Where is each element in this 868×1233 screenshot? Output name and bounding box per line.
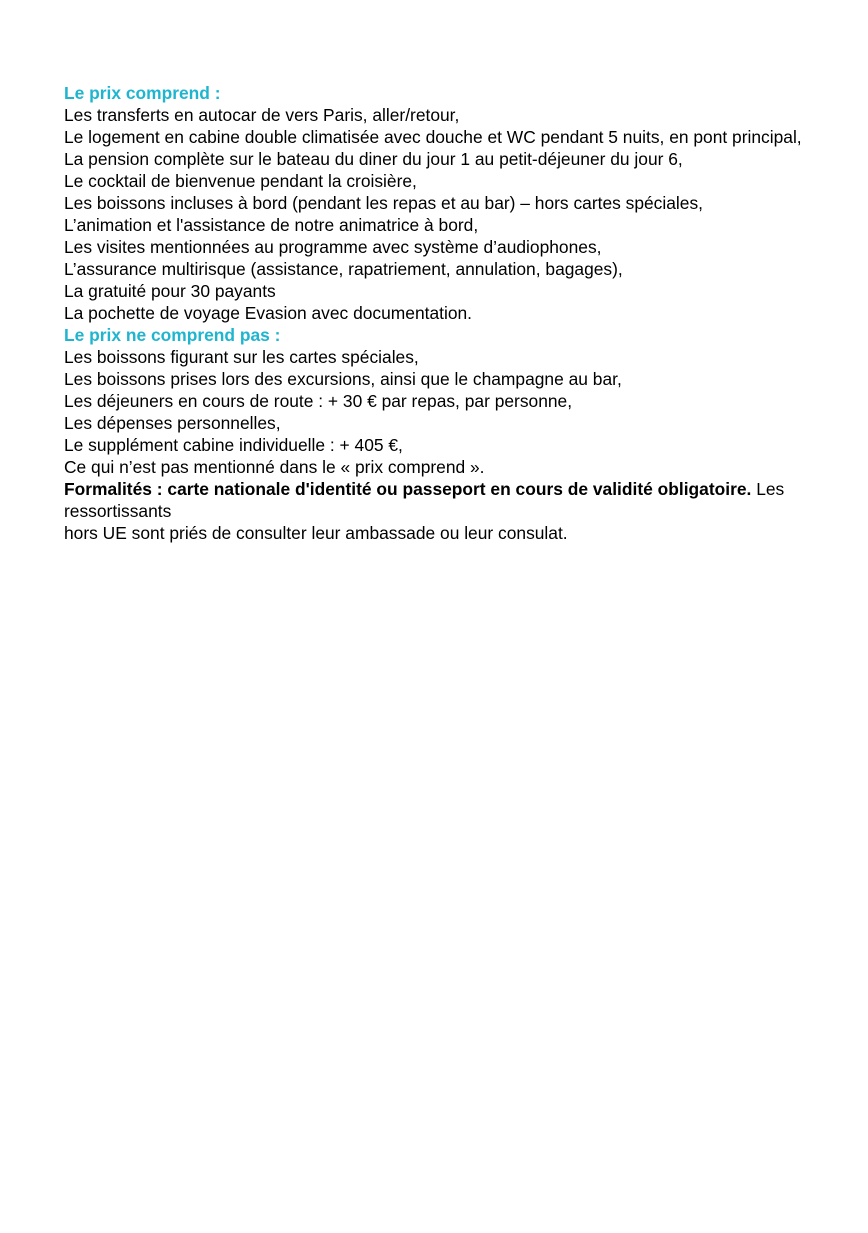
list-item: Les boissons figurant sur les cartes spéciales,	[64, 347, 419, 367]
list-item: Le supplément cabine individuelle : + 405 €,	[64, 435, 403, 455]
formalites-text-line1: Les ressortissants	[64, 479, 785, 521]
list-item: La pension complète sur le bateau du diner du jour 1 au petit-déjeuner du jour 6,	[64, 149, 683, 169]
includes-list	[64, 104, 804, 324]
list-item: L’animation et l'assistance de notre animatrice à bord,	[64, 215, 479, 235]
excludes-heading: Le prix ne comprend pas :	[64, 325, 281, 345]
list-item: Le cocktail de bienvenue pendant la croisière,	[64, 171, 417, 191]
formalites-bold: Formalités : carte nationale d'identité ou passeport en cours de validité obligatoire.	[64, 479, 752, 499]
list-item: Les visites mentionnées au programme avec système d’audiophones,	[64, 237, 602, 257]
list-item: Ce qui n’est pas mentionné dans le « prix comprend ».	[64, 457, 485, 477]
formalites-paragraph	[64, 478, 804, 544]
document-page	[64, 82, 804, 544]
list-item: La pochette de voyage Evasion avec documentation.	[64, 303, 472, 323]
list-item: Les boissons prises lors des excursions, ainsi que le champagne au bar,	[64, 369, 622, 389]
list-item: Les déjeuners en cours de route : + 30 € par repas, par personne,	[64, 391, 573, 411]
excludes-list	[64, 346, 804, 478]
list-item: Les transferts en autocar de vers Paris, aller/retour,	[64, 105, 460, 125]
includes-heading: Le prix comprend :	[64, 83, 221, 103]
list-item: La gratuité pour 30 payants	[64, 281, 276, 301]
list-item: Les dépenses personnelles,	[64, 413, 281, 433]
list-item: Les boissons incluses à bord (pendant les repas et au bar) – hors cartes spéciales,	[64, 193, 703, 213]
list-item: L’assurance multirisque (assistance, rapatriement, annulation, bagages),	[64, 259, 623, 279]
list-item: Le logement en cabine double climatisée avec douche et WC pendant 5 nuits, en pont principal,	[64, 127, 802, 147]
formalites-text-line2: hors UE sont priés de consulter leur ambassade ou leur consulat.	[64, 523, 568, 543]
